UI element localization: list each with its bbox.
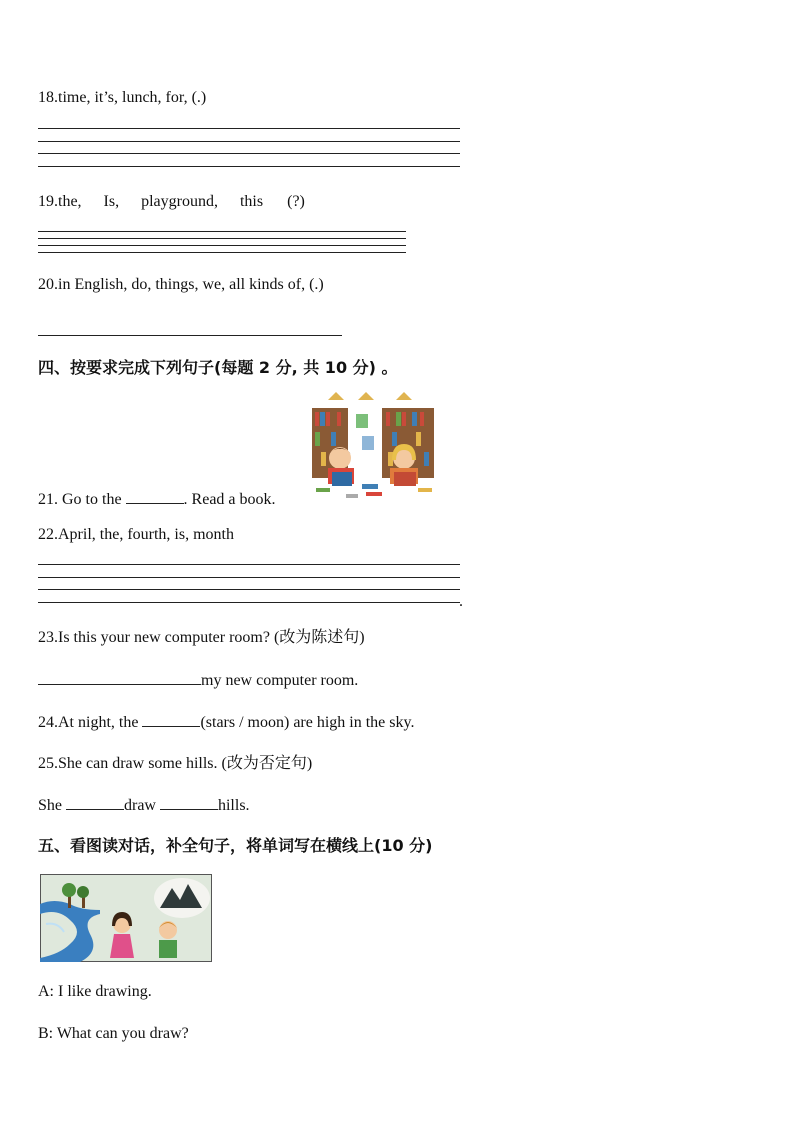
answer-line — [38, 128, 460, 129]
question-18: 18.time, it’s, lunch, for, (.) — [38, 89, 207, 106]
question-23: 23.Is this your new computer room? (改为陈述句) — [38, 629, 365, 646]
answer-blank[interactable] — [66, 795, 124, 810]
q25-word-draw: draw — [124, 797, 156, 814]
question-20: 20.in English, do, things, we, all kinds of, (.) — [38, 276, 324, 293]
q19-word-1: 19.the, — [38, 193, 82, 210]
kids-drawing-illustration — [40, 874, 212, 962]
q21-text-before: 21. Go to the — [38, 491, 122, 508]
section-5-heading: 五、看图读对话，补全句子，将单词写在横线上(10 分) — [38, 836, 433, 855]
q19-word-3: playground, — [141, 193, 218, 210]
question-25: 25.She can draw some hills. (改为否定句) — [38, 755, 313, 772]
question-22: 22.April, the, fourth, is, month — [38, 526, 234, 543]
q19-word-4: this — [239, 193, 264, 210]
q25-word-she: She — [38, 797, 62, 814]
answer-line — [38, 141, 460, 142]
question-19 — [38, 192, 305, 212]
answer-blank[interactable] — [38, 670, 201, 685]
q25-word-hills: hills. — [217, 797, 250, 814]
answer-line — [38, 231, 406, 232]
question-23-answer — [38, 670, 358, 691]
dialog-line-b: B: What can you draw? — [38, 1025, 189, 1042]
q19-word-5: (?) — [287, 193, 305, 210]
answer-line — [38, 238, 406, 239]
answer-line — [38, 252, 406, 253]
q24-text-before: 24.At night, the — [38, 714, 139, 731]
answer-line — [38, 589, 460, 590]
q19-word-2: Is, — [103, 193, 120, 210]
answer-line — [38, 245, 406, 246]
question-24 — [38, 712, 414, 733]
dialog-line-a: A: I like drawing. — [38, 983, 152, 1000]
answer-blank[interactable] — [160, 795, 218, 810]
answer-line — [38, 602, 460, 603]
library-illustration — [306, 388, 442, 504]
section-4-heading: 四、按要求完成下列句子(每题 2 分, 共 10 分) 。 — [38, 358, 398, 377]
answer-blank[interactable] — [142, 712, 200, 727]
q23-answer-tail: my new computer room. — [201, 672, 359, 689]
q24-text-after: (stars / moon) are high in the sky. — [200, 714, 415, 731]
question-25-answer — [38, 795, 250, 816]
answer-blank[interactable] — [126, 489, 184, 504]
answer-line — [38, 166, 460, 167]
question-21 — [38, 489, 276, 510]
answer-line — [38, 577, 460, 578]
q22-period: . — [459, 593, 463, 610]
q21-text-after: . Read a book. — [183, 491, 276, 508]
answer-line — [38, 564, 460, 565]
answer-line — [38, 153, 460, 154]
answer-line — [38, 335, 342, 336]
